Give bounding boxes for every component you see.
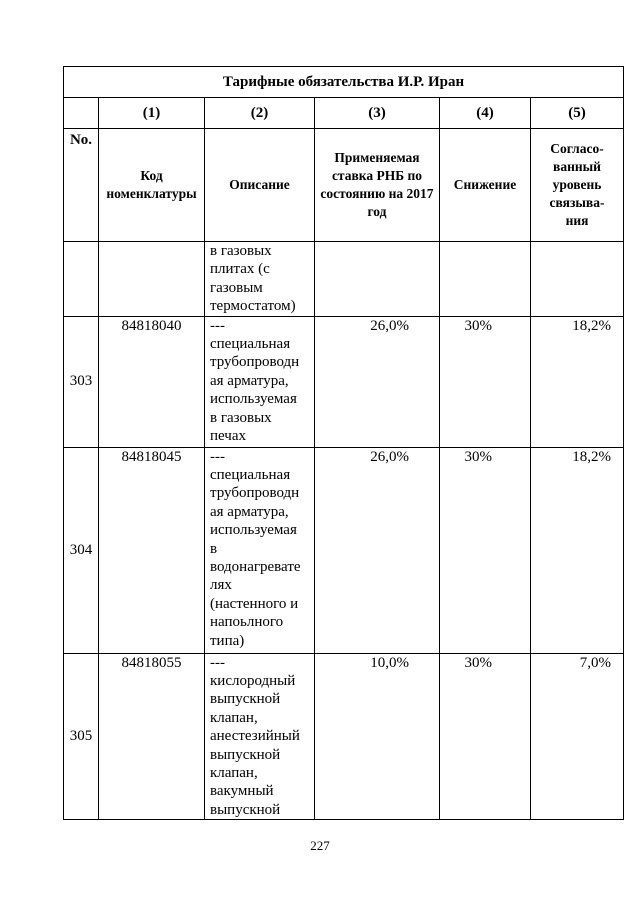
header-bound: Согласо- ванный уровень связыва- ния [531,129,624,242]
column-number-5: (5) [531,98,624,129]
page-number: 227 [310,838,330,853]
row-description: --- кислородный выпускной клапан, анестезийный выпускной клапан, вакумный выпускной [205,653,315,820]
header-description: Описание [205,129,315,242]
row-description: в газовых плитах (с газовым термостатом) [205,242,315,317]
tariff-table [63,66,624,820]
table-row [64,316,624,447]
column-number-blank [64,98,99,129]
row-bound [531,242,624,317]
row-reduction: 30% [440,316,531,447]
column-number-2: (2) [205,98,315,129]
table-title: Тарифные обязательства И.Р. Иран [64,67,624,98]
header-no: No. [64,129,99,242]
row-bound: 18,2% [531,316,624,447]
row-code: 84818055 [99,653,205,820]
row-code [99,242,205,317]
table-row [64,242,624,317]
row-description: --- специальная трубопроводн ая арматура, используемая в водонагревате лях (настенного и напоьлного типа) [205,447,315,653]
header-rate: Применяемая ставка РНБ по состоянию на 2017 год [315,129,440,242]
row-rate [315,242,440,317]
column-number-row [64,98,624,129]
header-row [64,129,624,242]
row-no: 303 [64,316,99,447]
row-rate: 26,0% [315,316,440,447]
table-row [64,653,624,820]
row-reduction: 30% [440,447,531,653]
row-bound: 18,2% [531,447,624,653]
column-number-4: (4) [440,98,531,129]
row-no [64,242,99,317]
column-number-1: (1) [99,98,205,129]
row-reduction: 30% [440,653,531,820]
row-no: 305 [64,653,99,820]
row-reduction [440,242,531,317]
row-rate: 26,0% [315,447,440,653]
header-code: Код номенклатуры [99,129,205,242]
row-bound: 7,0% [531,653,624,820]
row-rate: 10,0% [315,653,440,820]
row-code: 84818040 [99,316,205,447]
header-reduction: Снижение [440,129,531,242]
table-row [64,447,624,653]
column-number-3: (3) [315,98,440,129]
title-row [64,67,624,98]
row-code: 84818045 [99,447,205,653]
row-no: 304 [64,447,99,653]
row-description: --- специальная трубопроводн ая арматура, используемая в газовых печах [205,316,315,447]
